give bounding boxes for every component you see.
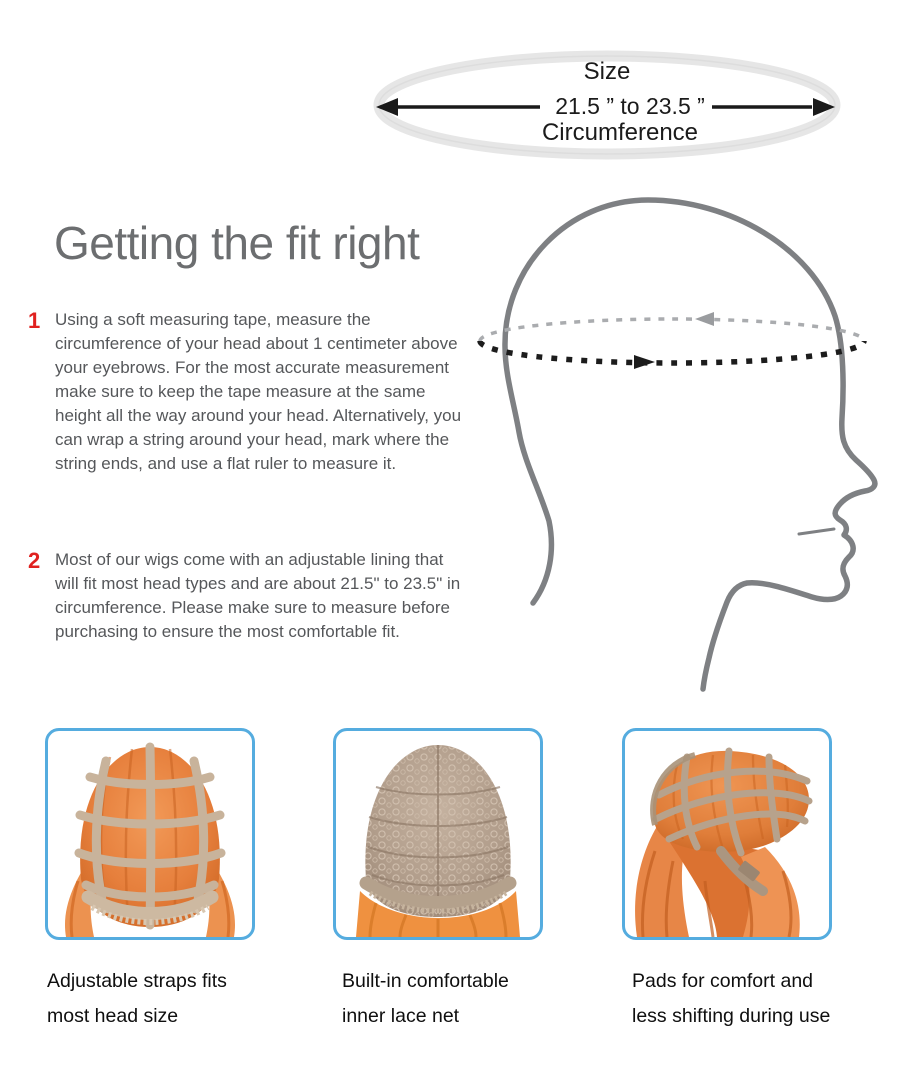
feature-card-straps — [45, 728, 255, 940]
caption-line: Pads for comfort and — [632, 970, 814, 992]
feature-caption-straps — [47, 964, 227, 1034]
wig-cap-straps-image — [48, 731, 252, 937]
measure-ellipse-back — [480, 319, 864, 341]
feature-caption-pads — [632, 964, 830, 1034]
step-1-number: 1 — [28, 308, 41, 333]
caption-line: Built-in comfortable — [342, 970, 509, 992]
measure-arrow-right-icon — [634, 355, 655, 369]
measure-ellipse-front — [480, 341, 864, 363]
head-profile-diagram — [458, 188, 903, 703]
feature-caption-lace — [342, 964, 509, 1034]
size-range-label: 21.5 ” to 23.5 ” — [555, 93, 705, 119]
mouth-line — [799, 529, 834, 534]
step-2-text: Most of our wigs come with an adjustable lining that will fit most head types and are about 21.5" to 23.5" in circumference. Please make sure to measure before purchasing to ensure the most comfortable fit. — [55, 550, 461, 641]
size-label: Size — [583, 58, 631, 85]
step-1-text: Using a soft measuring tape, measure the circumference of your head about 1 centimeter above your eyebrows. For the most accurate measurement make sure to keep the tape measure at the same height all the way around your head. Alternatively, you can wrap a string around your head, mark where the string ends, and use a flat ruler to measure it. — [55, 310, 462, 473]
caption-line: Adjustable straps fits — [47, 970, 227, 992]
feature-card-pads — [622, 728, 832, 940]
wig-cap-side-image — [625, 731, 829, 937]
head-outline — [505, 200, 875, 689]
caption-line: inner lace net — [342, 1005, 460, 1027]
page-title: Getting the fit right — [54, 217, 420, 269]
measure-arrow-left-icon — [695, 312, 714, 326]
feature-card-lace — [333, 728, 543, 940]
wig-cap-lace-image — [336, 731, 540, 937]
caption-line: less shifting during use — [632, 1005, 831, 1027]
step-2-number: 2 — [28, 548, 41, 573]
circumference-label: Circumference — [541, 119, 699, 146]
caption-line: most head size — [47, 1005, 179, 1027]
